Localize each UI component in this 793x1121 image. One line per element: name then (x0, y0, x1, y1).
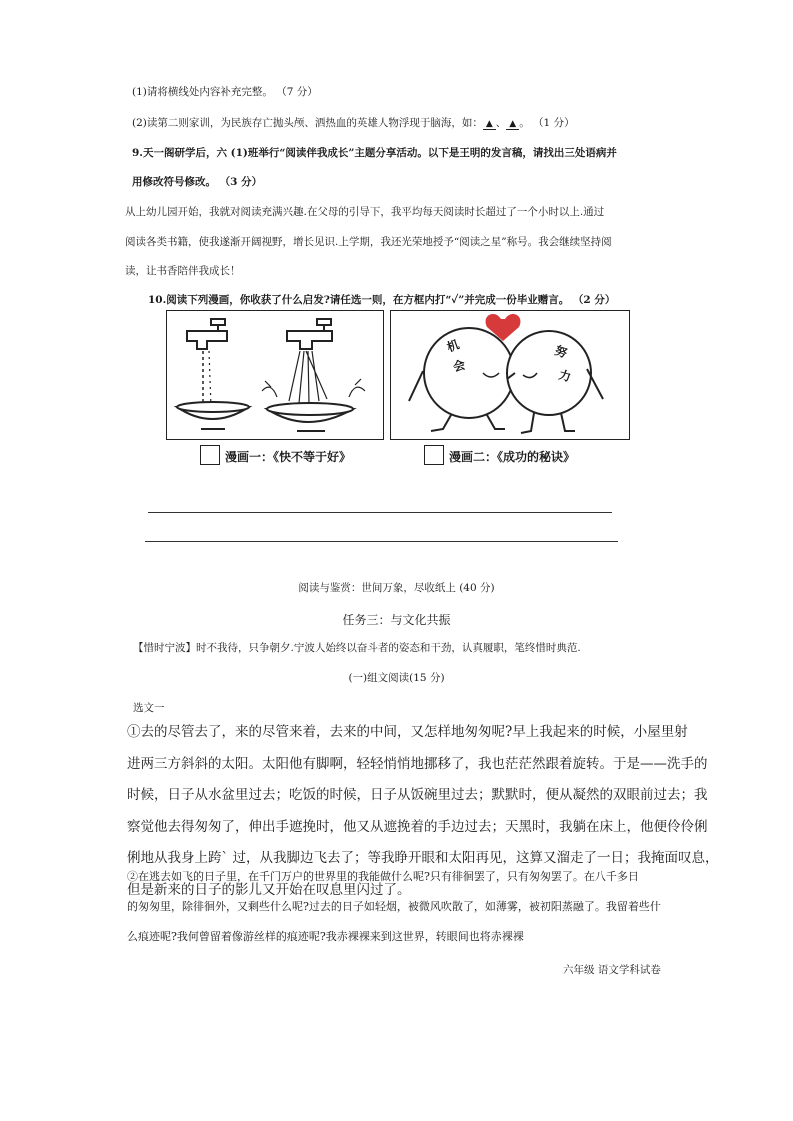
q8-sub2-prefix: (2)读第二则家训，为民族存亡抛头颅、洒热血的英雄人物浮现于脑海，如： (132, 117, 483, 129)
comic-1-caption: 漫画一：《快不等于好》 (225, 450, 352, 464)
group-reading-heading: (一)组文阅读(15 分) (348, 672, 445, 684)
speech-line-3: 读，让书香陪伴我成长！ (125, 265, 241, 277)
passage-paragraph-2 (127, 862, 661, 952)
comic-faucets-illustration (167, 311, 383, 439)
q8-sub2 (132, 115, 575, 130)
comic-chance-effort-illustration (391, 311, 629, 439)
para1-line: 时候，日子从水盆里过去；吃饭的时候，日子从饭碗里过去；默默时，便从凝然的双眼前过去；我 (127, 787, 708, 803)
comic-1-checkbox[interactable] (200, 445, 220, 465)
para1-line: 但是新来的日子的影儿又开始在叹息里闪过了。 (127, 881, 411, 898)
answer-blank-2[interactable]: ▲ (506, 119, 519, 130)
section-heading: 阅读与鉴赏：世间万象，尽收纸上 (40 分) (298, 582, 495, 594)
q10-prompt: 10.阅读下列漫画，你收获了什么启发?请任选一则，在方框内打“✓”并完成一份毕业赠言。 （2 分） (148, 294, 616, 306)
chance-char-2: 会 (451, 357, 467, 375)
answer-line-2[interactable] (145, 541, 618, 542)
para2-line: 的匆匆里，除徘徊外，又剩些什么呢?过去的日子如轻烟，被微风吹散了，如薄雾，被初阳蒸融了。我留着些什 (127, 900, 661, 913)
q9-prompt-line1: 9.天一阁研学后，六 (1)班举行“阅读伴我成长”主题分享活动。以下是王明的发言稿，请找出三处语病并 (132, 147, 617, 159)
effort-char-1: 努 (552, 343, 569, 361)
comic-2-caption: 漫画二：《成功的秘诀》 (449, 450, 576, 464)
q8-sub1: (1)请将横线处内容补充完整。 （7 分） (132, 86, 318, 98)
para2-line: 么痕迹呢?我何曾留着像游丝样的痕迹呢?我赤裸裸来到这世界，转眼间也将赤裸裸 (127, 930, 524, 943)
q8-sub2-sep: 、 (495, 117, 507, 129)
speech-line-2: 阅读各类书籍，使我遂渐开阔视野，增长见识.上学期，我还光荣地授予“阅读之星”称号。我会继续坚持阅 (125, 236, 612, 248)
answer-blank-1[interactable]: ▲ (483, 119, 496, 130)
passage-title: 选文一 (133, 702, 165, 714)
answer-line-1[interactable] (148, 512, 612, 513)
speech-line-1: 从上幼儿园开始，我就对阅读充满兴趣.在父母的引导下，我平均每天阅读时长超过了一个小时以上.通过 (125, 206, 605, 218)
comic-panel-1 (166, 310, 384, 440)
task-heading: 任务三：与文化共振 (342, 613, 451, 627)
q8-sub2-suffix: 。 （1 分） (519, 117, 575, 129)
para1-line: ①去的尽管去了，来的尽管来着，去来的中间，又怎样地匆匆呢?早上我起来的时候，小屋里射 (127, 724, 688, 740)
comic-panel-2 (390, 310, 630, 440)
para2-line: ②在逃去如飞的日子里，在千门万户的世界里的我能做什么呢?只有徘徊罢了，只有匆匆罢了。在八千多日 (127, 870, 639, 883)
section-intro: 【惜时宁波】时不我待，只争朝夕.宁波人始终以奋斗者的姿态和干劲，认真履职，笔终惜时典范. (133, 642, 581, 654)
effort-char-2: 力 (557, 367, 573, 385)
page-footer: 六年级 语文学科试卷 (563, 964, 661, 976)
para1-line: 进两三方斜斜的太阳。太阳他有脚啊，轻轻悄悄地挪移了，我也茫茫然跟着旋转。于是——洗手的 (127, 755, 708, 772)
comic-2-checkbox[interactable] (424, 445, 444, 465)
q9-prompt-line2: 用修改符号修改。 （3 分） (132, 176, 263, 188)
para1-line: 俐地从我身上跨` 过，从我脚边飞去了；等我睁开眼和太阳再见，这算又溜走了一日；我掩面叹息， (127, 850, 719, 866)
para1-line: 察觉他去得匆匆了，伸出手遮挽时，他又从遮挽着的手边过去；天黑时，我躺在床上，他便伶伶俐 (127, 818, 708, 835)
chance-char-1: 机 (445, 337, 462, 355)
